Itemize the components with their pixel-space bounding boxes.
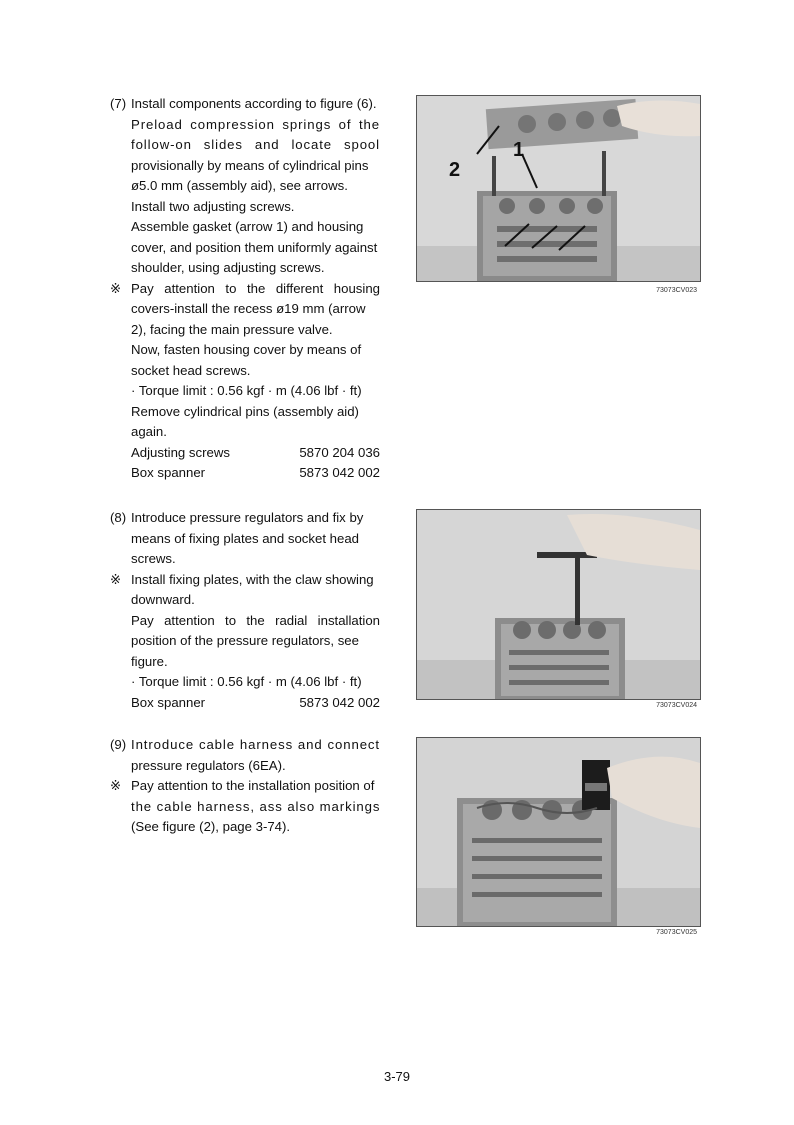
figure-caption: 73073CV024 bbox=[656, 702, 697, 709]
tool-row bbox=[131, 693, 380, 714]
step-number: (7) bbox=[110, 96, 127, 111]
step-9 bbox=[110, 735, 380, 838]
tool-row bbox=[131, 463, 380, 484]
step-text: provisionally by means of cylindrical pins bbox=[131, 157, 369, 173]
note-text: Install fixing plates, with the claw showing bbox=[131, 571, 374, 587]
figure-pressure-regulators-photo bbox=[416, 509, 701, 700]
step-text: pressure regulators (6EA). bbox=[131, 757, 286, 773]
note-text: downward. bbox=[131, 592, 195, 607]
tool-name: Box spanner bbox=[131, 465, 206, 480]
figure-caption: 73073CV023 bbox=[656, 287, 697, 294]
note-text: (See figure (2), page 3-74). bbox=[131, 819, 291, 834]
page-number: 3-79 bbox=[383, 1069, 411, 1084]
step-text: means of fixing plates and socket head bbox=[131, 530, 359, 546]
tool-name: Adjusting screws bbox=[131, 444, 230, 460]
note-marker: ※ bbox=[110, 778, 122, 793]
note-text: socket head screws. bbox=[131, 362, 251, 378]
step-text: follow-on slides and locate spool bbox=[131, 137, 380, 152]
step-text: Install two adjusting screws. bbox=[131, 198, 295, 214]
note-marker: ※ bbox=[110, 571, 122, 587]
note-text: Remove cylindrical pins (assembly aid) bbox=[131, 403, 359, 419]
tool-code: 5873 042 002 bbox=[299, 465, 380, 480]
step-7 bbox=[110, 94, 380, 484]
tool-name: Box spanner bbox=[131, 694, 206, 710]
note-text: figure. bbox=[131, 653, 168, 669]
step-text: shoulder, using adjusting screws. bbox=[131, 260, 325, 275]
step-text: Introduce pressure regulators and fix by bbox=[131, 510, 364, 525]
note-text: Now, fasten housing cover by means of bbox=[131, 342, 362, 357]
step-number: (8) bbox=[110, 510, 127, 525]
step-text: Install components according to figure (6). bbox=[131, 96, 377, 111]
note-text: the cable harness, ass also markings bbox=[131, 798, 381, 814]
step-text: Preload compression springs of the bbox=[131, 116, 380, 132]
tool-row bbox=[131, 443, 380, 464]
note-text: Pay attention to the radial installation bbox=[131, 612, 380, 628]
step-7-line bbox=[110, 94, 380, 115]
figure-caption: 73073CV025 bbox=[656, 929, 697, 936]
figure-cable-harness-photo bbox=[416, 737, 701, 927]
note-text: position of the pressure regulators, see bbox=[131, 633, 359, 648]
step-text: screws. bbox=[131, 551, 176, 566]
step-text: Introduce cable harness and connect bbox=[131, 737, 380, 752]
note-text: Pay attention to the installation position of bbox=[131, 778, 375, 793]
step-text: Assemble gasket (arrow 1) and housing bbox=[131, 219, 364, 234]
figure-label-1: 1 bbox=[513, 139, 525, 161]
tool-code: 5870 204 036 bbox=[299, 444, 380, 460]
tool-code: 5873 042 002 bbox=[299, 694, 380, 710]
step-number: (9) bbox=[110, 737, 127, 752]
torque-spec: · Torque limit : 0.56 kgf · m (4.06 lbf · ft) bbox=[131, 674, 362, 689]
figure-housing-cover-photo bbox=[416, 95, 701, 282]
figure-label-2: 2 bbox=[449, 159, 461, 181]
step-text: cover, and position them uniformly against bbox=[131, 239, 378, 255]
note-text: again. bbox=[131, 424, 167, 439]
note-text: covers-install the recess ø19 mm (arrow bbox=[131, 301, 366, 316]
note-marker: ※ bbox=[110, 280, 122, 296]
note-text: Pay attention to the different housing bbox=[131, 280, 380, 296]
note-text: 2), facing the main pressure valve. bbox=[131, 321, 333, 337]
torque-spec: · Torque limit : 0.56 kgf · m (4.06 lbf · ft) bbox=[131, 383, 362, 398]
step-text: ø5.0 mm (assembly aid), see arrows. bbox=[131, 178, 348, 193]
step-8 bbox=[110, 508, 380, 713]
